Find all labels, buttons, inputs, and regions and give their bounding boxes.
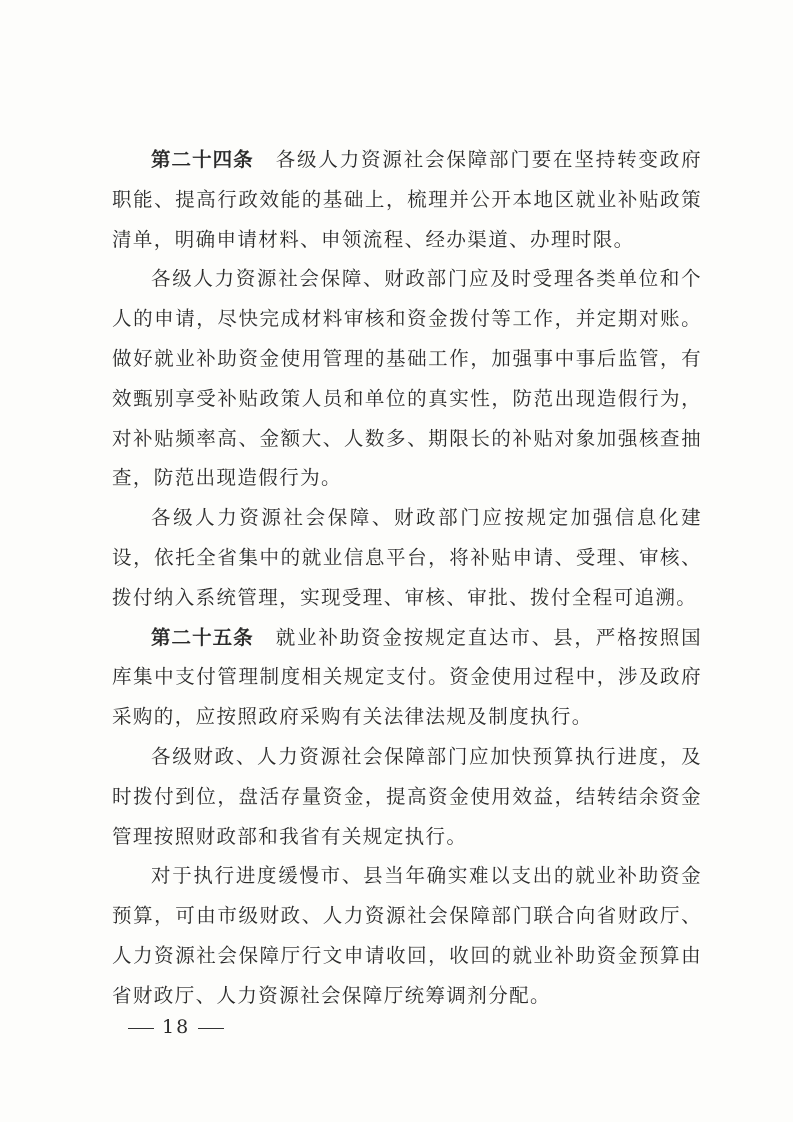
paragraph-article-25: [112, 618, 702, 737]
paragraph-text: 各级财政、人力资源社会保障部门应加快预算执行进度，及时拨付到位，盘活存量资金，提高资金使用效益，结转结余资金管理按照财政部和我省有关规定执行。: [112, 744, 702, 848]
paragraph-text: 各级人力资源社会保障、财政部门应按规定加强信息化建设，依托全省集中的就业信息平台，将补贴申请、受理、审核、拨付纳入系统管理，实现受理、审核、审批、拨付全程可追溯。: [112, 506, 702, 609]
page-number: [120, 1016, 232, 1038]
article-heading: 第二十五条: [151, 625, 254, 649]
paragraph: [112, 259, 702, 498]
paragraph-article-24: [112, 140, 702, 259]
paragraph: [112, 498, 702, 617]
paragraph: [112, 737, 702, 856]
paragraph-text: 对于执行进度缓慢市、县当年确实难以支出的就业补助资金预算，可由市级财政、人力资源社会保障部门联合向省财政厅、人力资源社会保障厅行文申请收回，收回的就业补助资金预算由省财政厅、人力资源社会保障厅统筹调剂分配。: [112, 864, 702, 1007]
dash-right: [198, 1028, 224, 1029]
paragraph-text: 各级人力资源社会保障部门要在坚持转变政府职能、提高行政效能的基础上，梳理并公开本地区就业补贴政策清单，明确申请材料、申领流程、经办渠道、办理时限。: [112, 148, 702, 251]
page-number-value: 18: [162, 1016, 191, 1038]
dash-left: [128, 1028, 154, 1029]
paragraph-text: 各级人力资源社会保障、财政部门应及时受理各类单位和个人的申请，尽快完成材料审核和资金拨付等工作，并定期对账。做好就业补助资金使用管理的基础工作，加强事中事后监管，有效甄别享受补贴政策人员和单位的真实性，防范出现造假行为，对补贴频率高、金额大、人数多、期限长的补贴对象加强核查抽查，防范出现造假行为。: [112, 267, 702, 490]
paragraph-text: 就业补助资金按规定直达市、县，严格按照国库集中支付管理制度相关规定支付。资金使用过程中，涉及政府采购的，应按照政府采购有关法律法规及制度执行。: [112, 625, 702, 729]
article-heading: 第二十四条: [151, 148, 254, 171]
paragraph: [112, 856, 702, 1015]
body-text: [112, 140, 702, 1016]
